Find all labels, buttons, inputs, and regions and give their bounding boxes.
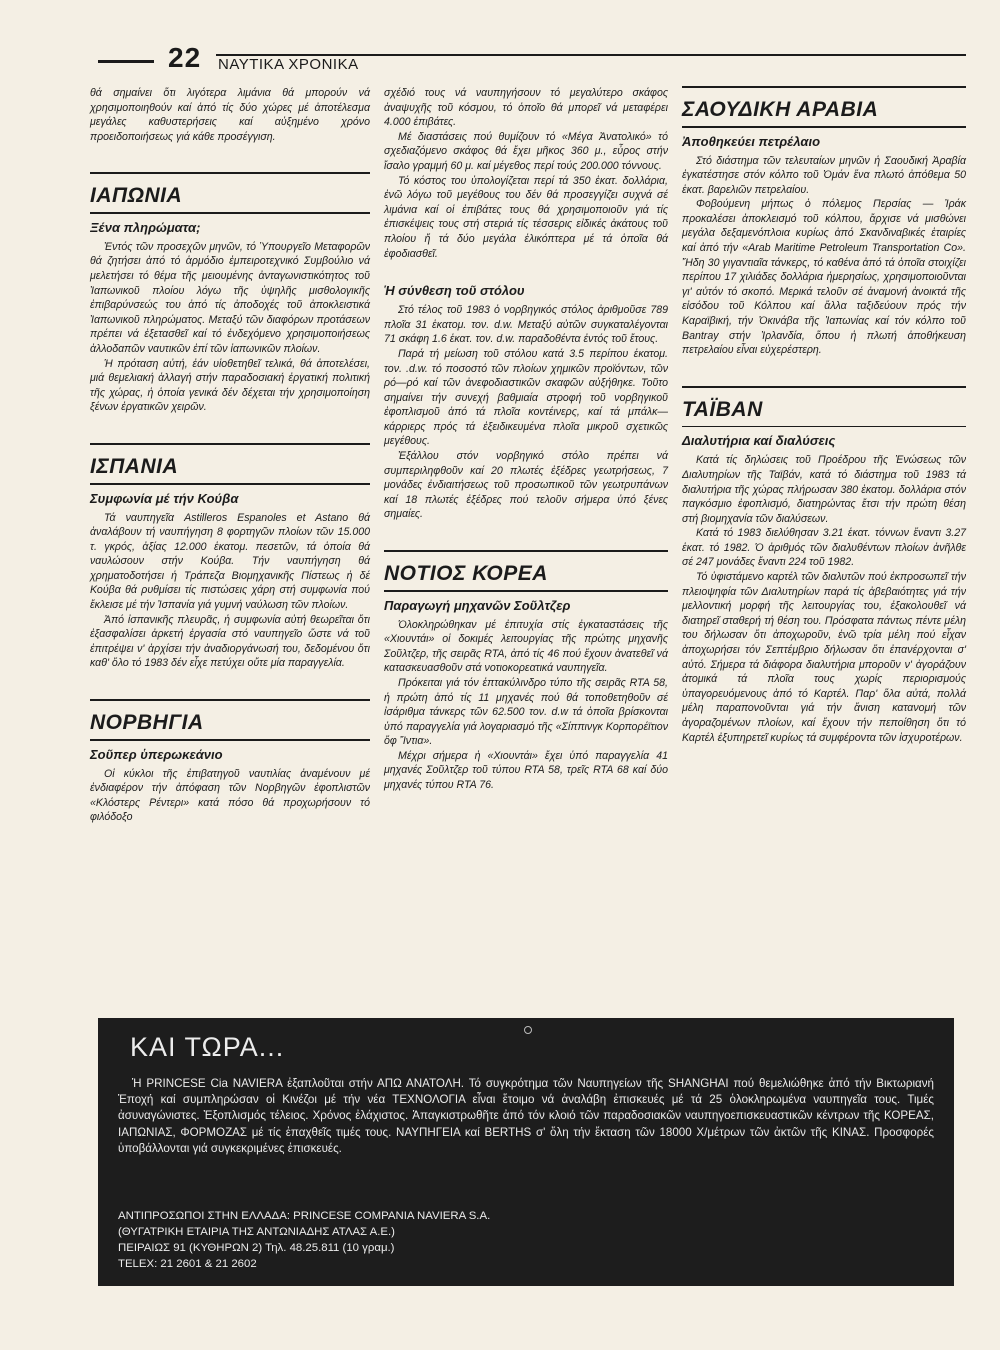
section-spain bbox=[90, 443, 370, 671]
norway-continued-text: θά σημαίνει ὅτι λιγότερα λιμάνια θά μπορούν νά χρησιμοποιηθούν καί ἀπό τίς δύο χώρες μέ ἀποτέλεσμα μεγάλες καθυστερήσεις καί αὐξημένο χρόνο προειδοποιήσεως γιά κάθε προσέγγιση. bbox=[90, 87, 370, 143]
paragraph: Ἐντός τῶν προσεχῶν μηνῶν, τό Ὑπουργεῖο Μεταφορῶν θά ζητήσει ἀπό τό ἁρμόδιο ἐμπειροτεχνικό Συμβούλιο νά μελετήσει τό θέμα τῆς μειουμένης ἀνταγωνιστικότητος τοῦ Ἰαπωνικοῦ πλοίου λόγω τῆς ὑψηλῆς μισθολογικῆς ἐπιβαρύνσεώς του ἀπό τίς ἀποδοχές τοῦ ἀποκλειστικά Ἰαπωνικοῦ πληρώματος. Μεταξύ τῶν διαφόρων προτάσεων πρέπει νά ἐξετασθεῖ καί τό ἐνδεχόμενο χρησιμοποιήσεως ἀλλοδαπῶν ναυτικῶν ἐπί τῶν ἰαπωνικῶν πλοίων. bbox=[90, 240, 370, 356]
paragraph: Κατά τίς δηλώσεις τοῦ Προέδρου τῆς Ἑνώσεως τῶν Διαλυτηρίων τῆς Ταϊβάν, κατά τό διάστημα τοῦ 1983 τά διαλυτήρια τῆς χώρας πλήρωσαν 380 ἑκατομ. δολλάρια στόν παγκόσμιο ἐφοπλισμό, διατηρώντας ἔτσι τήν πρώτη θέση στή βιομηχανία τῶν διαλύσεων. bbox=[682, 454, 966, 525]
paragraph: Οἱ κύκλοι τῆς ἐπιβατηγοῦ ναυτιλίας ἀναμένουν μέ ἐνδιαφέρον τήν ἀπόφαση τῶν Νορβηγῶν ἐφοπλιστῶν «Κλόστερς Ρέντερι» κατά πόσο θά προχωρήσουν τό φιλόδοξο bbox=[90, 767, 370, 824]
section-rule bbox=[682, 386, 966, 388]
circle-mark-icon bbox=[524, 1026, 532, 1034]
paragraph: Ἡ πρόταση αὐτή, ἐάν υἱοθετηθεῖ τελικά, θά ἀποτελέσει, μιά θεμελιακή ἀλλαγή στήν παραδοσιακή ἐργατική πολιτική τῆς χώρας, ἡ ὁποία γενικά δέν δέχεται τήν χρησιμοποίηση ξένων ἐργατικῶν χειρῶν. bbox=[90, 357, 370, 414]
header-rule-left bbox=[98, 60, 154, 63]
column-2 bbox=[384, 86, 668, 793]
section-rule bbox=[90, 212, 370, 214]
paragraph: Στό τέλος τοῦ 1983 ὁ νορβηγικός στόλος ἀριθμοῦσε 789 πλοῖα 31 ἑκατομ. τον. d.w. Μεταξύ αὐτῶν συγκαταλέγονται 71 σκάφη 1.6 ἑκατ. τον. d.w. παραδοθέντα ἐντός τοῦ ἔτους. bbox=[384, 304, 668, 346]
section-saudi-arabia bbox=[682, 86, 966, 358]
paragraph: σχέδιό τους νά ναυπηγήσουν τό μεγαλύτερο σκάφος ἀναψυχῆς τοῦ κόσμου, τό ὁποῖο θά μπορεῖ νά μεταφέρει 4.000 ἐπιβάτες. bbox=[384, 87, 668, 129]
paragraph: Φοβούμενη μήπως ὁ πόλεμος Περσίας — Ἰράκ προκαλέσει ἀποκλεισμό τοῦ κόλπου, ἄρχισε νά μισθώνει μεγάλα δεξαμενόπλοια κυρίως ἀπό Σκανδιναβικές ἑταιρίες καί ἀπό τήν «Arab Maritime Petroleum Transportation Co». Ἤδη 30 γιγαντιαῖα τάνκερς, τό καθένα ἀπό τά ὁποῖα στοιχίζει περίπου 17 χιλιάδες δολλάρια ἡμερησίως, χρησιμοποιοῦνται γι' αὐτόν τό σκοπό. Μερικά τελοῦν σέ ἀναμονή ἀνοικτά τῆς εἰσόδου τοῦ Κόλπου καί ἄλλα ταξιδεύουν πρός τήν Καραϊβική, τήν Ὀκινάβα τῆς Ἰαπωνίας καί τόν κόλπο τοῦ Bantray στήν Ἰρλανδία, ὅπου ἡ πλωτή ἀποθήκευση πετρελαίου εἶναι εὐχερέστερη. bbox=[682, 198, 966, 357]
paragraph: Τό κόστος του ὑπολογίζεται περί τά 350 ἑκατ. δολλάρια, ἐνῶ λόγω τοῦ μεγέθους του δέν θά προσεγγίζει συχνά σέ λιμάνια καί οἱ ἐπιβάτες τους θά χρησιμοποιοῦν γιά τίς ἐπισκέψεις τους στή στεριά τίς τέσσερις εἰδικές ἀκάτους τοῦ πλοίου ἤ τά δύο μεγάλα ἑλικόπτερα μέ τά ὁποῖα θά ἐφοδιασθεῖ. bbox=[384, 174, 668, 260]
paragraph: Τά ναυπηγεῖα Astilleros Espanoles et Astano θά ἀναλάβουν τή ναυπήγηση 8 φορτηγῶν πλοίων τῶν 15.000 τ. γκρός, ἀξίας 12.000 ἑκατομ. πεσετῶν, τά ὁποία θά ναυλώσουν στήν Κούβα. Τήν ναυπήγηση θά χρηματοδοτήσει ἡ Τράπεζα Βιομηχανικῆς Πίστεως ἡ δέ Κούβα θά ρυθμίσει τίς πιστώσεις χάρη στή συμφωνία πού ἔκλεισε μέ τήν Ἰσπανία γιά γυμνή ναύλωση τῶν πλοίων. bbox=[90, 511, 370, 612]
subtitle-japan: Ξένα πληρώματα; bbox=[90, 219, 201, 235]
section-norway bbox=[90, 699, 370, 825]
section-title-south-korea: ΝΟΤΙΟΣ ΚΟΡΕΑ bbox=[384, 562, 548, 586]
section-title-saudi-arabia: ΣΑΟΥΔΙΚΗ ΑΡΑΒΙΑ bbox=[682, 98, 879, 121]
subtitle-taiwan: Διαλυτήρια καί διαλύσεις bbox=[682, 433, 836, 449]
section-title-taiwan: ΤΑΪΒΑΝ bbox=[682, 397, 763, 421]
magazine-title: ΝΑΥΤΙΚΑ ΧΡΟΝΙΚΑ bbox=[218, 56, 359, 73]
section-japan bbox=[90, 172, 370, 415]
advertisement-box bbox=[98, 1018, 954, 1286]
paragraph: Στό διάστημα τῶν τελευταίων μηνῶν ἡ Σαουδική Ἀραβία ἐγκατέστησε στόν κόλπο τοῦ Ὀμάν ἕνα πλωτό ἀπόθεμα 50 ἑκατ. βαρελιῶν πετρελαίου. bbox=[682, 154, 966, 196]
section-rule bbox=[90, 172, 370, 174]
section-title-norway: ΝΟΡΒΗΓΙΑ bbox=[90, 711, 204, 735]
paragraph: Πρόκειται γιά τόν ἑπτακύλινδρο τύπο τῆς σειρᾶς RTA 58, ἡ πρώτη ἀπό τίς 11 μηχανές πού θά τοποθετηθοῦν σέ ἰσάριθμα τάνκερς τῶν 62.500 τον. d.w τά ὁποῖα βρίσκονται ὑπό παραγγελία γιά λογαριασμό τῆς «Σίππινγκ Κορπορέϊτιον ὄφ Ἴντια». bbox=[384, 676, 668, 748]
section-rule bbox=[90, 443, 370, 445]
page-number: 22 bbox=[168, 42, 202, 73]
paragraph: Παρά τή μείωση τοῦ στόλου κατά 3.5 περίπου ἑκατομ. τον. .d.w. τό ποσοστό τῶν πλοίων χημικῶν προϊόντων, τῶν ρό—ρό καί τῶν ἀνεφοδιαστικῶν σκαφῶν αὐξήθηκε. Τοῦτο σημαίνει τήν συνεχή βαθμιαία στροφή τοῦ νορβηγικοῦ ἐφοπλισμοῦ ἀπό τά πλοῖα κοντέινερς, καί τά μπάλκ—κάρριερς πρός τά ἐξειδικευμένα πλοῖα μικροῦ σχετικῶς μεγέθους. bbox=[384, 347, 668, 448]
section-rule bbox=[90, 483, 370, 485]
section-rule bbox=[682, 126, 966, 128]
section-title-japan: ΙΑΠΩΝΙΑ bbox=[90, 184, 183, 208]
section-rule bbox=[90, 739, 370, 741]
ad-contact-line: ΠΕΙΡΑΙΩΣ 91 (ΚΥΘΗΡΩΝ 2) Τηλ. 48.25.811 (10 γραμ.) bbox=[118, 1242, 395, 1254]
section-title-spain: ΙΣΠΑΝΙΑ bbox=[90, 455, 179, 478]
subtitle-south-korea: Παραγωγή μηχανῶν Σοῦλτζερ bbox=[384, 597, 571, 613]
page-header bbox=[98, 40, 966, 80]
section-rule bbox=[384, 590, 668, 592]
subtitle-fleet: Ἡ σύνθεση τοῦ στόλου bbox=[384, 283, 525, 299]
paragraph: Μέ διαστάσεις πού θυμίζουν τό «Μέγα Ἀνατολικό» τό σχεδιαζόμενο σκάφος θά ἔχει μῆκος 360 μ., εὖρος στήν ἴσαλο γραμμή 60 μ. καί μέγεθος περί τούς 200.000 τόννους. bbox=[384, 130, 668, 172]
ad-contact-line: TELEX: 21 2601 & 21 2602 bbox=[118, 1258, 257, 1270]
section-rule bbox=[682, 426, 966, 428]
section-rule bbox=[384, 550, 668, 552]
paragraph: Ἐξάλλου στόν νορβηγικό στόλο πρέπει νά συμπεριληφθοῦν καί 20 πλωτές ἐξέδρες γεωτρήσεως, 7 μονάδες ἐνδιαιτήσεως τοῦ προσωπικοῦ τῶν γεωτρυπάνων καί 18 πλωτές ἐξέδρες πού τελοῦν σήμερα ὑπό ξένες σημαίες. bbox=[384, 450, 668, 521]
column-3 bbox=[682, 86, 966, 745]
ad-contact-block bbox=[118, 1208, 934, 1272]
paragraph: Ἀπό ἰσπανικῆς πλευρᾶς, ἡ συμφωνία αὐτή θεωρεῖται ὅτι ἐξασφαλίσει ἀρκετή ἐργασία στό ναυπηγεῖο ὥστε νά τοῦ ἐπιτρέψει ν' ἀρχίσει τήν ἀναδιοργάνωσή του, δεδομένου ὅτι καθ' ὅλο τό 1983 δέν εἶχε πετύχει οὔτε μία παραγγελία. bbox=[90, 613, 370, 670]
paragraph: Τό ὑφιστάμενο καρτέλ τῶν διαλυτῶν πού ἐκπροσωπεῖ τήν πλειοψηφία τῶν Διαλυτηρίων παρά τίς ἀβεβαιότητες γιά τήν μελλοντική μορφή τῆς λειτουργίας του, ἐξακολουθεῖ νά διατηρεῖ σταθερή τή θέση του. Πρόσφατα πάντως πέντε μέλη του δήλωσαν ὅτι ἀποχωροῦν, ἐνῶ τρία μέλη πού εἶχαν ἀποχωρήσει τόν Σεπτέμβριο δήλωσαν ὅτι ἐπανέρχονται σ' αὐτό. Σήμερα τά διάφορα διαλυτήρια μποροῦν ν' ἀγοράζουν ἀτομικά τά πλοῖα τους χωρίς περιορισμούς ὑπαγορευόμενους ἀπό τό Καρτέλ. Παρ' ὅλα αὐτά, πολλά μέλη παραπονοῦνται γιά τήν ἄνιση κατανομή τῶν ἀγοραζομένων πλοίων, καί ἔχουν τήν πεποίθηση ὅτι τό Καρτέλ ἐξυπηρετεῖ κυρίως τά συμφέροντα τῶν ἰσχυροτέρων. bbox=[682, 571, 966, 744]
ad-body-text: Ἡ PRINCESE Cia NAVIERA ἐξαπλοῦται στήν ΑΠΩ ΑΝΑΤΟΛΗ. Τό συγκρότημα τῶν Ναυπηγείων τῆς SHANGHAI πού θεμελιώθηκε ἀπό τήν Βικτωριανή Ἐποχή καί συμπληρώσαν οἱ Κινέζοι μέ τήν νέα ΤΕΧΝΟΛΟΓΙΑ εἶναι ἕτοιμο νά ἀναλάβη ἐπισκευές μέ τά 25 ὁλοκληρωμένα ναυπηγεῖα τους. Τιμές ἀσυναγώνιστες. Ἐξοπλισμός τέλειος. Χρόνος ἐλάχιστος. Ἀπαγκιστρωθῆτε ἀπό τόν κλοιό τῶν παραδοσιακῶν ναυπηγοεπισκευαστικῶν κέντρων τῆς ΚΟΡΕΑΣ, ΙΑΠΩΝΙΑΣ, ΦΟΡΜΟΖΑΣ μέ τίς ἐπαχθεῖς τιμές τους. ΝΑΥΠΗΓΕΙΑ καί BERTHS σ' ὅλη τήν ἔκταση τῶν 18000 Χ/μέτρων τῶν ἀκτῶν τῆς ΚΙΝΑΣ. Προσφορές ὑποβάλλονται γιά συγκεκριμένες ἐπισκευές. bbox=[118, 1077, 934, 1155]
section-south-korea bbox=[384, 550, 668, 793]
subtitle-spain: Συμφωνία μέ τήν Κούβα bbox=[90, 490, 239, 506]
paragraph: Μέχρι σήμερα ἡ «Χιουντάι» ἔχει ὑπό παραγγελία 41 μηχανές Σοῦλτζερ τοῦ τύπου RTA 58, τρεῖς RTA 68 καί δύο μηχανές τύπου RTA 76. bbox=[384, 749, 668, 792]
ad-title: ΚΑΙ ΤΩΡΑ... bbox=[130, 1032, 285, 1062]
paragraph: Ὁλοκληρώθηκαν μέ ἐπιτυχία στίς ἐγκαταστάσεις τῆς «Χιουντάι» οἱ δοκιμές λειτουργίας τῆς πρώτης μηχανῆς Σοῦλτζερ, τῆς σειρᾶς RTA, ἀπό τίς 46 πού ἔχουν ἀνατεθεῖ νά κατασκευασθοῦν στά νοτιοκορεατικά ναυπηγεῖα. bbox=[384, 618, 668, 675]
ad-contact-line: ΑΝΤΙΠΡΟΣΩΠΟΙ ΣΤΗΝ ΕΛΛΑΔΑ: PRINCESE COMPANIA NAVIERA S.A. bbox=[118, 1210, 491, 1222]
column-1 bbox=[90, 86, 370, 825]
section-rule bbox=[682, 86, 966, 88]
subtitle-norway: Σοῦπερ ὑπερωκεάνιο bbox=[90, 746, 223, 762]
ad-contact-line: (ΘΥΓΑΤΡΙΚΗ ΕΤΑΙΡΙΑ ΤΗΣ ΑΝΤΩΝΙΑΔΗΣ ΑΤΛΑΣ Α.Ε.) bbox=[118, 1226, 395, 1238]
section-taiwan bbox=[682, 386, 966, 745]
paragraph: Κατά τό 1983 διελύθησαν 3.21 ἑκατ. τόννων ἔναντι 3.27 ἑκατ. τό 1982. Ὁ ἀριθμός τῶν διαλυθέντων πλοίων ἀνῆλθε σέ 247 μονάδες ἔναντι 224 τοῦ 1982. bbox=[682, 527, 966, 569]
section-rule bbox=[90, 699, 370, 701]
subtitle-saudi-arabia: Ἀποθηκεύει πετρέλαιο bbox=[682, 133, 821, 149]
